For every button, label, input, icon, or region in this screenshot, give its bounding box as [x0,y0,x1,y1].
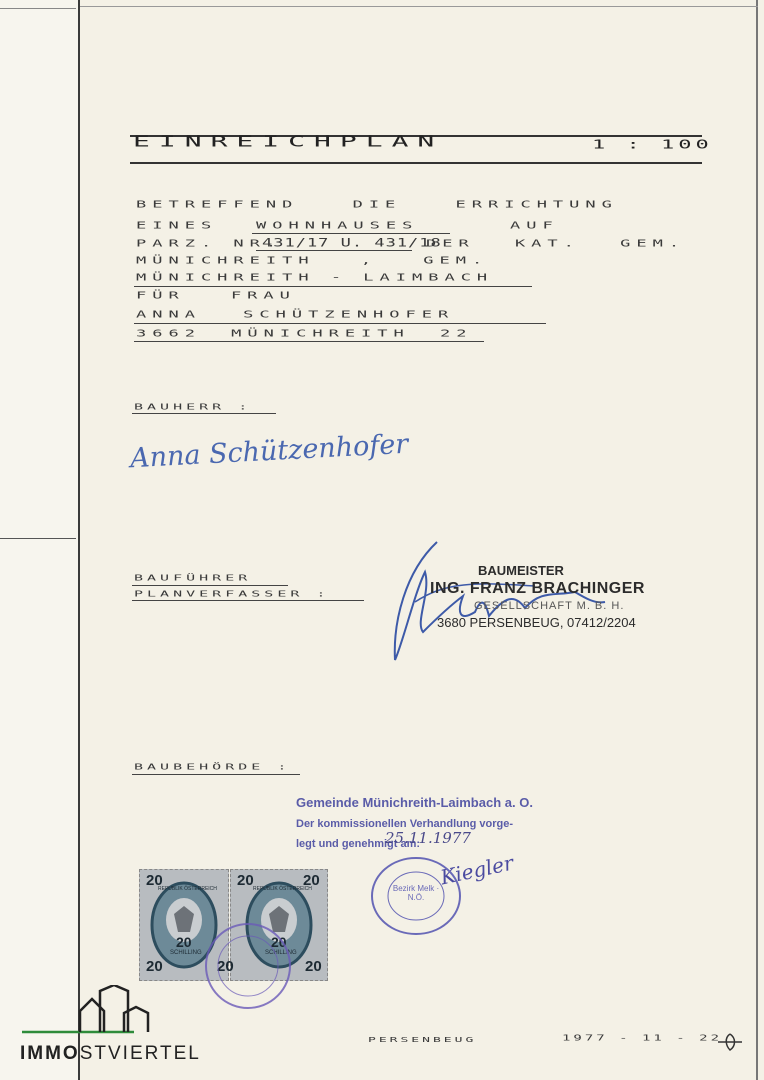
revenue-stamp-right-value-tl: 20 [237,872,254,889]
revenue-stamp-right-value-bl: 20 [217,958,234,975]
sheet-edge-top [80,6,758,7]
title-rule-bottom [130,162,702,164]
revenue-stamp-right-unit: SCHILLING [265,950,297,956]
revenue-stamp-right-country: REPUBLIK ÖSTERREICH [253,886,312,892]
desc-line-2a: EINES [136,220,218,231]
revenue-stamp-right-value-tr: 20 [303,872,320,889]
round-seal-text: Bezirk Melk · N.Ö. [392,884,440,902]
revenue-stamp-left-country: REPUBLIK ÖSTERREICH [158,886,217,892]
revenue-stamp-left-value-bl: 20 [146,958,163,975]
desc-line-3b: 431/17 U. 431/18 [262,236,442,250]
underline-wohnhauses [252,233,450,234]
underline-address [134,341,484,342]
binding-rule [0,8,76,9]
desc-line-3a: PARZ. NR. [136,238,283,249]
desc-line-7: ANNA SCHÜTZENHOFER [136,309,455,320]
immostviertel-wordmark [20,1043,201,1065]
bauherr-signature: Anna Schützenhofer [129,428,409,475]
wordmark-bold: IMMO [20,1043,80,1064]
underline-gemeinde [134,286,532,287]
underline-name [134,323,546,324]
footer-place: PERSENBEUG [368,1036,477,1045]
revenue-stamp-left-value-center: 20 [176,934,192,950]
wordmark-regular: STVIERTEL [79,1043,201,1064]
builder-stamp-title: BAUMEISTER [478,563,564,578]
desc-line-2c: AUF [510,220,559,231]
planverfasser-label: PLANVERFASSER : [134,589,330,599]
desc-line-8: 3662 MÜNICHREITH 22 [136,328,473,339]
underline-baufuehrer [132,585,288,586]
footer-date: 1977 - 11 - 22 [562,1034,723,1043]
underline-baubehoerde [132,774,300,775]
approval-date: 25.11.1977 [385,829,471,847]
bauherr-label: BAUHERR : [134,402,252,412]
builder-stamp-address: 3680 PERSENBEUG, 07412/2204 [437,615,636,630]
desc-line-2b: WOHNHAUSES [256,220,419,231]
revenue-stamp-left-unit: SCHILLING [170,950,202,956]
underline-parcel [256,250,412,251]
revenue-stamp-right-value-center: 20 [271,934,287,950]
sheet-edge-right [756,0,758,1080]
revenue-stamp-left-value-tl: 20 [146,872,163,889]
municipal-stamp-line3: legt und genehmigt am: [296,838,421,850]
revenue-stamp-right-value-br: 20 [305,958,322,975]
underline-planverfasser [132,600,364,601]
underline-bauherr [132,413,276,414]
desc-line-6: FÜR FRAU [136,290,296,301]
footer-signature-mark [716,1032,746,1052]
baufuehrer-label: BAUFÜHRER [134,573,252,583]
left-binding-page [0,0,80,1080]
municipal-stamp-name: Gemeinde Münichreith-Laimbach a. O. [296,795,533,810]
builder-stamp-name: ING. FRANZ BRACHINGER [430,580,645,597]
builder-signature-text [420,590,426,591]
municipal-stamp-line2: Der kommissionellen Verhandlung vorge- [296,818,513,830]
baubehoerde-label: BAUBEHÖRDE : [134,762,291,772]
plan-scale: 1 : 100 [592,138,713,152]
fold-line [0,538,76,539]
builder-stamp-company: GESELLSCHAFT M. B. H. [474,600,625,612]
desc-line-3c: DER KAT. GEM. [426,238,686,249]
plan-title: EINREICHPLAN [133,132,444,151]
desc-line-5: MÜNICHREITH - LAIMBACH [136,272,494,283]
desc-line-1: BETREFFEND DIE ERRICHTUNG [136,199,618,210]
desc-line-4: MÜNICHREITH , GEM. [136,255,489,266]
municipal-signature: Kiegler [438,850,516,890]
